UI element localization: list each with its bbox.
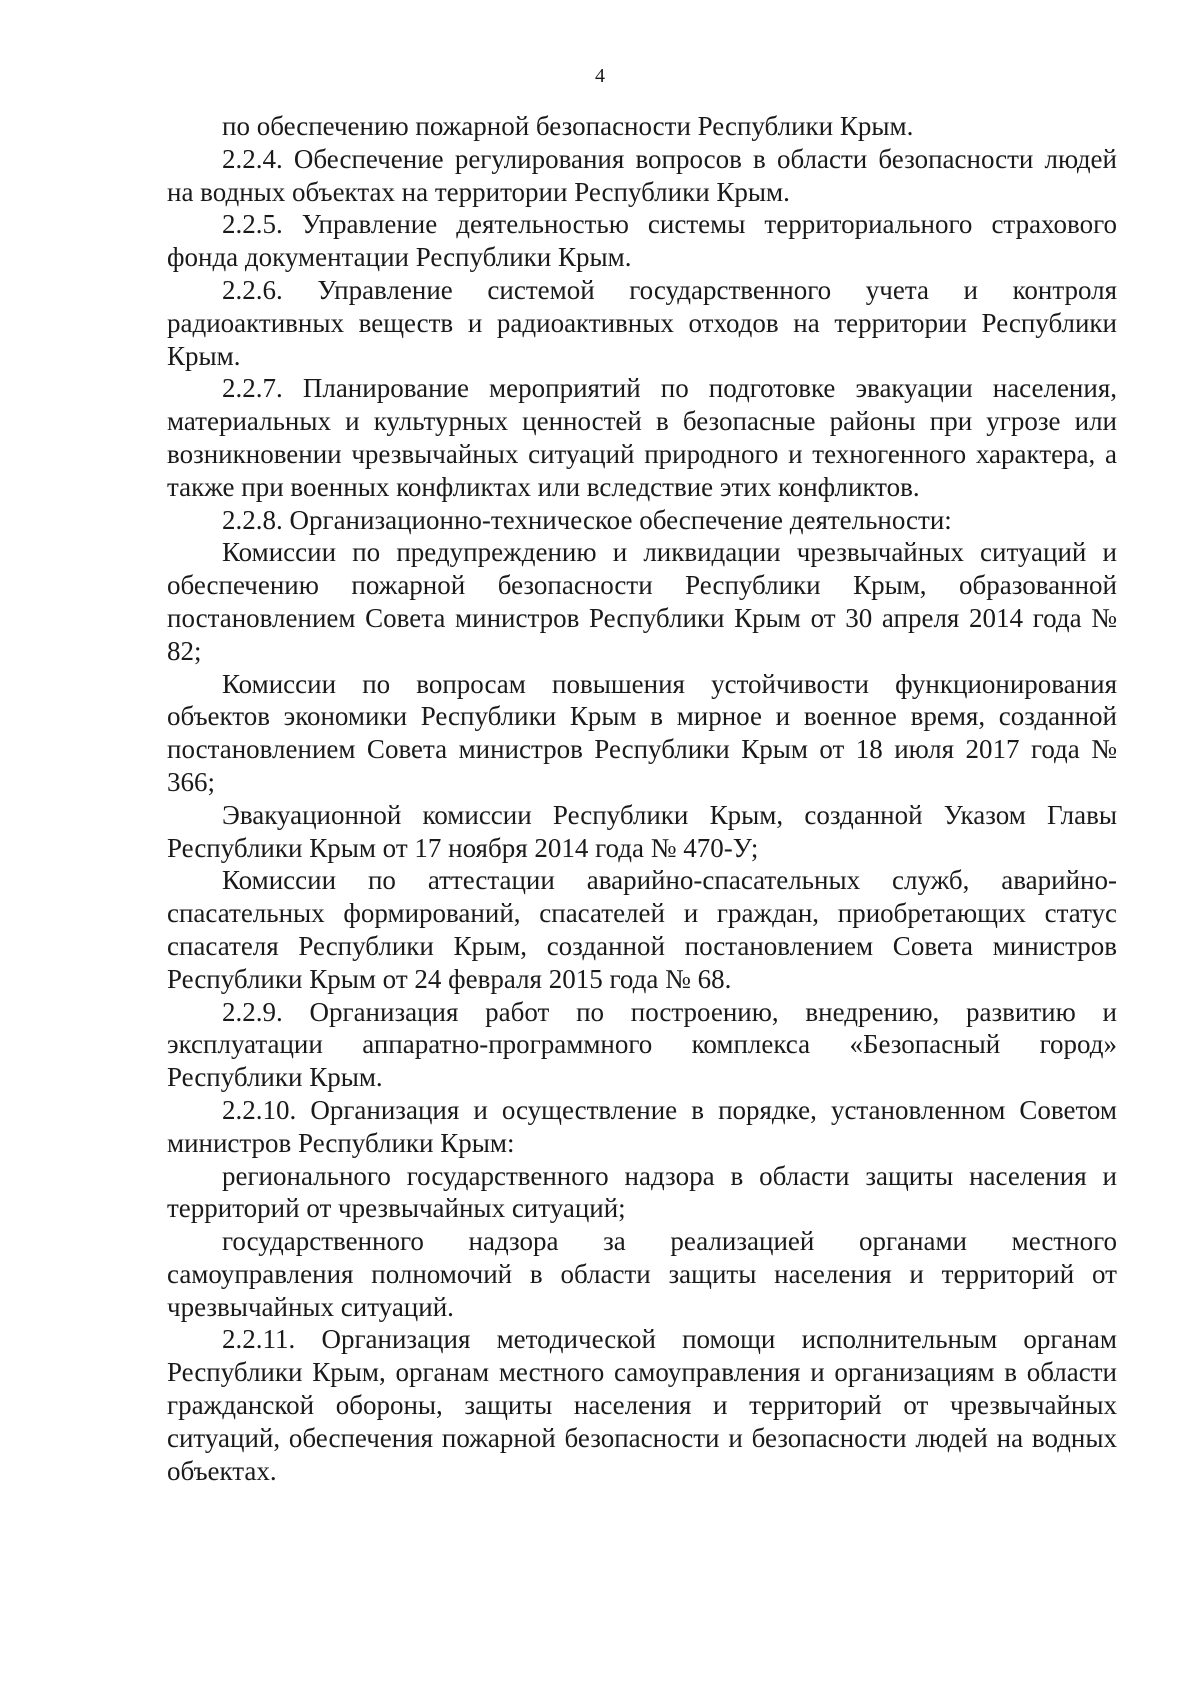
paragraph-2-2-9: 2.2.9. Организация работ по построению, внедрению, развитию и эксплуатации аппаратно-программного комплекса «Безопасный город» Республики Крым. [167,996,1117,1093]
paragraph-2-2-11: 2.2.11. Организация методической помощи исполнительным органам Республики Крым, органам местного самоуправления и организациям в области гражданской обороны, защиты населения и территорий от чрезвычайных ситуаций, обеспечения пожарной безопасности и безопасности людей на водных объектах. [167,1324,1117,1486]
paragraph-commission-emergencies: Комиссии по предупреждению и ликвидации чрезвычайных ситуаций и обеспечению пожарной безопасности Республики Крым, образованной постановлением Совета министров Республики Крым от 30 апреля 2014 года № 82; [167,537,1117,666]
paragraph-state-supervision: государственного надзора за реализацией органами местного самоуправления полномочий в области защиты населения и территорий от чрезвычайных ситуаций. [167,1226,1117,1322]
paragraph-commission-stability: Комиссии по вопросам повышения устойчивости функционирования объектов экономики Республики Крым в мирное и военное время, созданной постановлением Совета министров Республики Крым от 18 июля 2017 года № 366; [167,668,1117,797]
paragraph-attestation-commission: Комиссии по аттестации аварийно-спасательных служб, аварийно-спасательных формирований, спасателей и граждан, приобретающих статус спасателя Республики Крым, созданной постановлением Совета министров Республики Крым от 24 февраля 2015 года № 68. [167,865,1117,994]
paragraph-evacuation-commission: Эвакуационной комиссии Республики Крым, созданной Указом Главы Республики Крым от 17 ноября 2014 года № 470-У; [167,799,1117,863]
document-body [167,110,1117,1487]
paragraph-2-2-10: 2.2.10. Организация и осуществление в порядке, установленном Советом министров Республики Крым: [167,1094,1117,1158]
paragraph-2-2-4: 2.2.4. Обеспечение регулирования вопросов в области безопасности людей на водных объектах на территории Республики Крым. [167,143,1117,207]
paragraph-continuation: по обеспечению пожарной безопасности Республики Крым. [222,111,914,141]
page-number: 4 [595,65,605,87]
paragraph-2-2-5: 2.2.5. Управление деятельностью системы территориального страхового фонда документации Республики Крым. [167,209,1117,273]
paragraph-2-2-7: 2.2.7. Планирование мероприятий по подготовке эвакуации населения, материальных и культурных ценностей в безопасные районы при угрозе или возникновении чрезвычайных ситуаций природного и техногенного характера, а также при военных конфликтах или вследствие этих конфликтов. [167,373,1117,502]
paragraph-2-2-8: 2.2.8. Организационно-техническое обеспечение деятельности: [222,504,952,535]
paragraph-regional-supervision: регионального государственного надзора в области защиты населения и территорий от чрезвычайных ситуаций; [167,1160,1117,1224]
paragraph-2-2-6: 2.2.6. Управление системой государственного учета и контроля радиоактивных веществ и радиоактивных отходов на территории Республики Крым. [167,274,1117,371]
